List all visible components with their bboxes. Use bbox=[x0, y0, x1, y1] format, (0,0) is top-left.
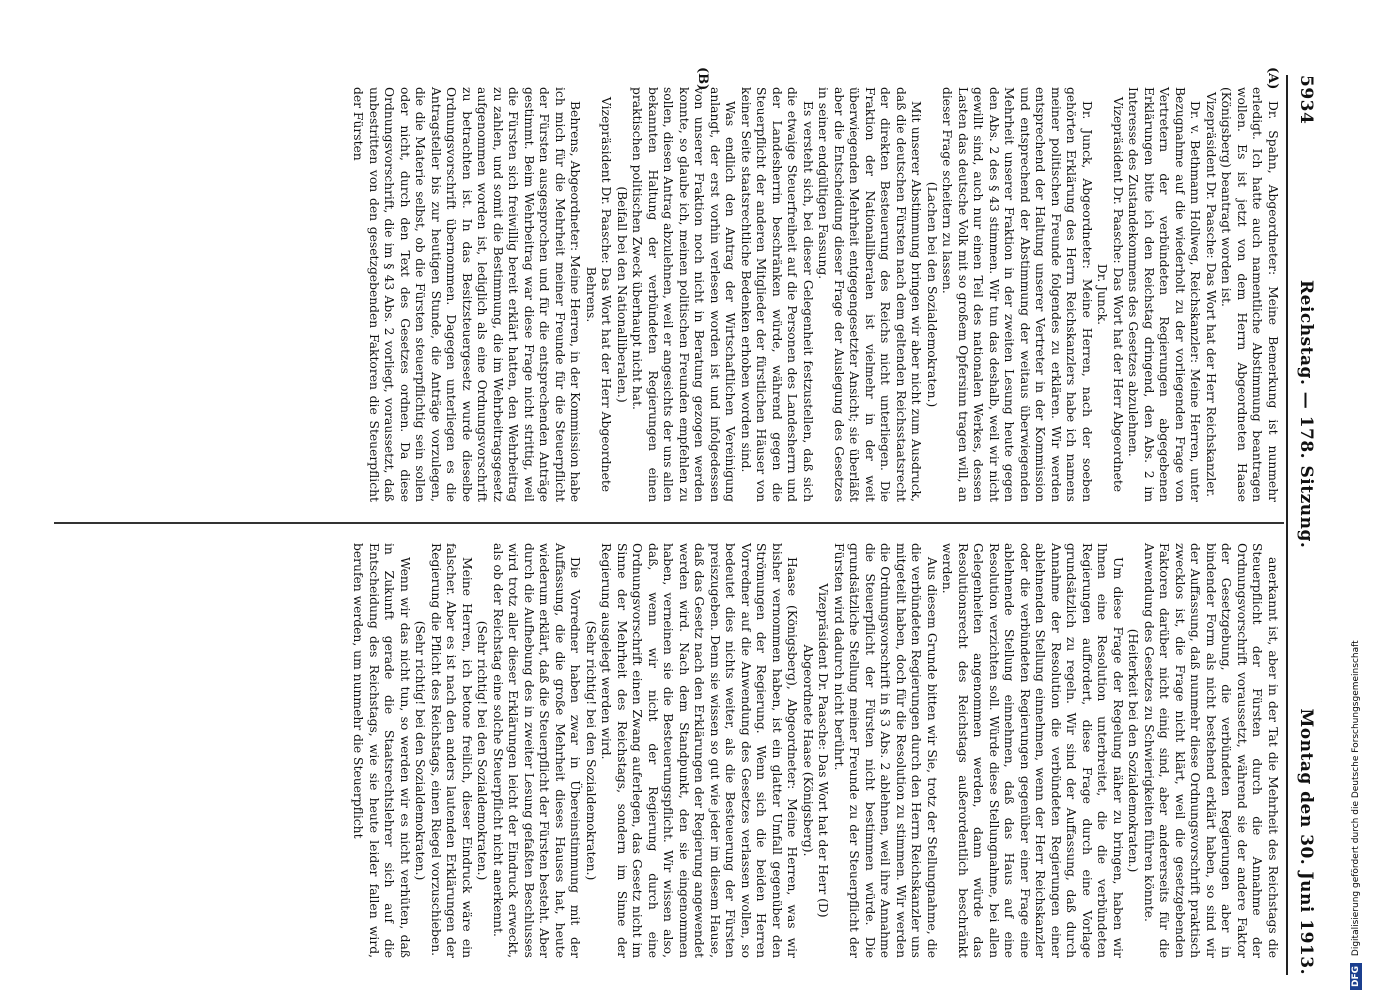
dfg-logo: DFG bbox=[1350, 963, 1362, 990]
rotated-scanned-page bbox=[50, 67, 1320, 975]
paragraph: Dr. v. Bethmann Hollweg, Reichskanzler: Meine Herren, unter Bezugnahme auf die wiederholt zu der vorliegenden Frage von Vertretern der verbündeten Regierungen abgegebenen Erklärungen bitte ich den Reichstag dringend, den Abs. 2 im Interesse des Zustandekommens des Gesetzes abzulehnen. bbox=[1126, 87, 1203, 502]
page-header bbox=[1290, 75, 1320, 975]
paragraph: Meine Herren, ich betone freilich, dieser Eindruck wäre ein falscher. Aber es ist nach den anders lautenden Erklärungen der Regierung die Pflicht des Reichstags, einen Riegel vorzuschieben. bbox=[429, 543, 474, 958]
speaker-note: (Sehr richtig! bei den Sozialdemokraten.) bbox=[584, 620, 598, 881]
paragraph: anerkannt ist, aber in der Tat die Mehrheit des Reichstags die Steuerpflicht der Fürsten durch die Annahme der Ordnungsvorschrift voraussetzt, während sie der andere Faktor der Gesetzgebung, die verbündeten Regierungen aber in bindender Form als nicht bestehend erklärt haben, so sind wir der Auffassung, daß nunmehr diese Ordnungsvorschrift praktisch zwecklos ist, die Frage nicht klärt, weil die gesetzgebenden Faktoren darüber nicht einig sind, aber andererseits für die Anwendung des Gesetzes zu Schwierigkeiten führen könnte. bbox=[1142, 543, 1280, 958]
margin-mark-b: (B) bbox=[695, 67, 710, 91]
speaker-note: (Sehr richtig! bei den Sozialdemokraten.) bbox=[413, 620, 428, 881]
paragraph: Dr. Junck, Abgeordneter: Meine Herren, nach der soeben gehörten Erklärung des Herrn Reichskanzlers habe ich namens meiner politischen Freunde folgendes zu erklären. Wir werden entsprechend der Haltung unserer Vertreter in der Kommission und entsprechend der Abstimmung der weitaus überwiegenden Mehrheit unserer Fraktion in der zweiten Lesung heute gegen den Abs. 2 des § 43 stimmen. Wir tun das deshalb, weil wir nicht gewillt sind, auch nur einen Teil des nationalen Werkes, dessen Lasten das deutsche Volk mit so großem Opfersinn tragen will, an dieser Frage scheitern zu lassen. bbox=[940, 87, 1094, 502]
header-rule bbox=[1286, 75, 1288, 975]
speaker-note: (Heiterkeit bei den Sozialdemokraten.) bbox=[1126, 628, 1141, 873]
left-text-column bbox=[350, 87, 1280, 502]
speaker-note: Vizepräsident Dr. Paasche: Das Wort hat der Herr Reichskanzler. bbox=[1204, 91, 1218, 498]
speaker-note: Vizepräsident Dr. Paasche: Das Wort hat der Herr Abgeordnete Dr. Junck. bbox=[1095, 96, 1125, 493]
speaker-note: (Beifall bei den Nationalliberalen.) bbox=[615, 186, 629, 403]
session-title: Reichstag. — 178. Sitzung. bbox=[1296, 280, 1316, 549]
paragraph: Mit unserer Abstimmung bringen wir aber nicht zum Ausdruck, daß die deutschen Fürsten nach dem geltenden Reichsstaatsrecht der direkten Besteuerung des Reichs nicht unterliegen. Die Fraktion der Nationalliberalen ist vielmehr in der weit überwiegenden Mehrheit entgegengesetzter Ansicht; sie überläßt aber die Entscheidung dieser Frage der Auslegung des Gesetzes in seiner endgültigen Fassung. bbox=[816, 87, 924, 502]
page-footer bbox=[1350, 0, 1372, 990]
speaker-note: Vizepräsident Dr. Paasche: Das Wort hat der Herr (D) Abgeordnete Haase (Königsberg). bbox=[801, 583, 831, 918]
paragraph: Es versteht sich, bei dieser Gelegenheit festzustellen, daß sich die etwaige Steuerfreiheit auf die Personen des Landesherrn und der Landesherrin beschränken würde, während gegen die Steuerpflicht der anderen Mitglieder der fürstlichen Häuser von keiner Seite staatsrechtliche Bedenken erhoben worden sind. bbox=[739, 87, 815, 502]
paragraph: Behrens, Abgeordneter: Meine Herren, in der Kommission habe ich mich für die Mehrheit meiner Freunde für die Steuerpflicht der Fürsten ausgesprochen und für die entsprechenden Anträge gestimmt. Beim Wehrbeitrag war diese Frage nicht strittig, weil die Fürsten sich freiwillig bereit erklärt hatten, den Wehrbeitrag zu zahlen, und somit die Bestimmung, die im Wehrbeitragsgesetz aufgenommen worden ist, lediglich als eine Ordnungsvorschrift zu betrachten ist. In das Besitzsteuergesetz wurde dieselbe Ordnungsvorschrift übernommen. Dagegen unterliegen es die Antragsteller bis zur heutigen Stunde, die Anträge vorzulegen, die die Materie selbst, ob die Fürsten steuerpflichtig sein sollen oder nicht, durch den Text des Gesetzes ordnen. Da diese Ordnungsvorschrift, die im § 43 Abs. 2 vorliegt, voraussetzt, daß unbestritten von den gesetzgebenden Faktoren die Steuerpflicht der Fürsten bbox=[351, 87, 583, 502]
speaker-note: (Sehr richtig! bei den Sozialdemokraten.) bbox=[475, 620, 490, 881]
speaker-note: Vizepräsident Dr. Paasche: Das Wort hat der Herr Abgeordnete Behrens. bbox=[584, 96, 614, 493]
footer-text: Digitalisierung gefördert durch die Deutsche Forschungsgemeinschaft bbox=[1351, 640, 1361, 957]
column-divider bbox=[54, 522, 1284, 524]
right-text-column bbox=[350, 543, 1280, 958]
paragraph: Wenn wir das nicht tun, so werden wir es nicht verhüten, daß in Zukunft gerade die Staatsrechtslehrer sich auf die Entscheidung des Reichstags, wie sie heute leider fallen wird, berufen werden, um nunmehr die Steuerpflicht bbox=[351, 543, 412, 958]
paragraph: Die Vorredner haben zwar in Übereinstimmung mit der Auffassung, die die große Mehrheit dieses Hauses hat, heute wiederum erklärt, daß die Steuerpflicht der Fürsten besteht. Aber durch die Aufhebung des in zweiter Lesung gefaßten Beschlusses wird trotz aller dieser Erklärungen leicht der Eindruck erweckt, als ob der Reichstag eine solche Steuerpflicht nicht anerkennt. bbox=[491, 543, 583, 958]
paragraph: Um diese Frage der Regelung näher zu bringen, haben wir Ihnen eine Resolution unterbreitet, die die verbündeten Regierungen auffordert, diese Frage durch eine Vorlage grundsätzlich zu regeln. Wir sind der Auffassung, daß durch Annahme der Resolution die verbündeten Regierungen einer ablehnenden Stellung einnehmen, wenn der Herr Reichskanzler oder die verbündeten Regierungen gegenüber einer Frage eine ablehnende Stellung einnehmen, daß das Haus auf eine Resolution verzichten soll. Würde diese Stellungnahme, bei allen Gelegenheiten angenommen werden, dann würde das Resolutionsrecht des Reichstags außerordentlich beschränkt werden. bbox=[940, 543, 1125, 958]
margin-mark-a: (A) bbox=[1265, 67, 1280, 90]
session-date: Montag den 30. Juni 1913. bbox=[1296, 708, 1316, 975]
paragraph: Dr. Spahn, Abgeordneter: Meine Bemerkung ist nunmehr erledigt. Ich hatte auch namentliche Abstimmung beantragen wollen. Es ist jetzt von dem Herrn Abgeordneten Haase (Königsberg) beantragt worden ist. bbox=[1219, 87, 1280, 502]
paragraph: Aus diesem Grunde bitten wir Sie, trotz der Stellungnahme, die die verbündeten Regierungen durch den Herrn Reichskanzler uns mitgeteilt haben, doch für die Resolution zu stimmen. Wir werden die Ordnungsvorschrift in § 3 Abs. 2 ablehnen, weil ihre Annahme die Steuerpflicht der Fürsten nicht bestimmen würde. Die grundsätzliche Stellung meiner Freunde zu der Steuerpflicht der Fürsten wird dadurch nicht berührt. bbox=[832, 543, 939, 958]
page-number: 5934 bbox=[1296, 75, 1316, 125]
paragraph: Haase (Königsberg), Abgeordneter: Meine Herren, was wir bisher vernommen haben, ist ein glatter Umfall gegenüber den Strömungen der Regierung. Wenn sich die beiden Herren Vorredner auf die Anwendung des Gesetzes verlassen wollen, so bedeutet dies nichts weiter, als die Besteuerung der Fürsten preiszugeben. Denn sie wissen so gut wie jeder im diesem Hause, daß das Gesetz nach den Erklärungen der Regierung angewendet werden wird. Nach dem Standpunkt, den sie eingenommen haben, verneinen sie die Besteuerungspflicht. Wir wissen also, daß, wenn wir nicht der Regierung durch eine Ordnungsvorschrift einen Zwang auferlegen, das Gesetz nicht im Sinne der Mehrheit des Reichstags, sondern im Sinne der Regierung ausgelegt werden wird. bbox=[599, 543, 800, 958]
speaker-note: (Lachen bei den Sozialdemokraten.) bbox=[925, 181, 939, 408]
paragraph: Was endlich den Antrag der Wirtschaftlichen Vereinigung anlangt, der erst vorhin verlesen worden ist und infolgedessen von unserer Fraktion noch nicht in Beratung gezogen werden konnte, so glaube ich, meinen politischen Freunden empfehlen zu sollen, diesen Antrag abzulehnen, weil er angesichts der uns allen bekannten Haltung der verbündeten Regierungen einen praktischen politischen Zweck überhaupt nicht hat. bbox=[630, 87, 738, 502]
